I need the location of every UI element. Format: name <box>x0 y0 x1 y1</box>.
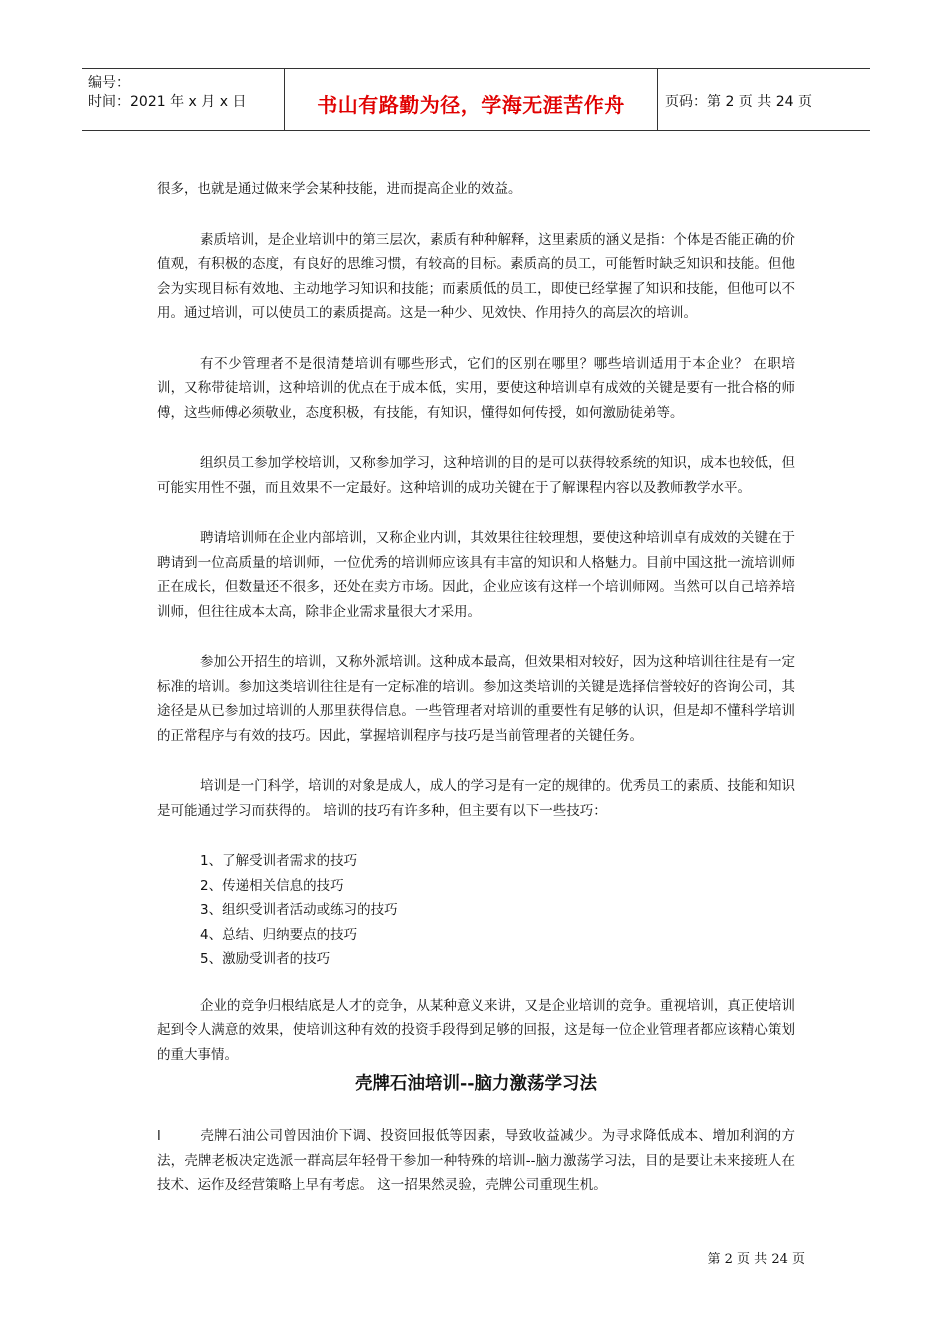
list-item: 4、总结、归纳要点的技巧 <box>200 926 358 943</box>
bullet-marker: l <box>157 1128 161 1144</box>
closing-paragraph: 企业的竞争归根结底是人才的竞争，从某种意义来讲，又是企业培训的竞争。重视培训，真正使培训起到令人满意的效果，使培训这种有效的投资手段得到足够的回报，这是每一位企业管理者都应该精心策划的重大事情。 <box>157 997 795 1063</box>
header-page-cell <box>657 69 870 130</box>
list-item: 2、传递相关信息的技巧 <box>200 877 344 894</box>
document-body <box>157 177 795 1224</box>
list-item: 1、了解受训者需求的技巧 <box>200 853 358 869</box>
section-paragraph <box>157 1124 795 1198</box>
document-date: 时间：2021 年 x 月 x 日 <box>88 94 247 110</box>
paragraph: 很多，也就是通过做来学会某种技能，进而提高企业的效益。 <box>157 181 522 197</box>
paragraph: 聘请培训师在企业内部培训，又称企业内训，其效果往往较理想，要使这种培训卓有成效的关键在于聘请到一位高质量的培训师，一位优秀的培训师应该具有丰富的知识和人格魅力。目前中国这批一流培训师正在成长，但数量还不很多，还处在卖方市场。因此，企业应该有这样一个培训师网。当然可以自己培养培训师，但往往成本太高，除非企业需求量很大才采用。 <box>157 530 795 620</box>
list-item: 5、激励受训者的技巧 <box>200 951 331 967</box>
technique-list <box>157 849 795 972</box>
list-item: 3、组织受训者活动或练习的技巧 <box>200 902 398 918</box>
paragraph: 素质培训，是企业培训中的第三层次，素质有种种解释，这里素质的涵义是指：个体是否能正确的价值观，有积极的态度，有良好的思维习惯，有较高的目标。素质高的员工，可能暂时缺乏知识和技能。但他会为实现目标有效地、主动地学习知识和技能；而素质低的员工，即使已经掌握了知识和技能，但他可以不用。通过培训，可以使员工的素质提高。这是一种少、见效快、作用持久的高层次的培训。 <box>157 231 795 321</box>
header-motto: 书山有路勤为径，学海无涯苦作舟 <box>317 93 625 117</box>
paragraph: 培训是一门科学，培训的对象是成人，成人的学习是有一定的规律的。优秀员工的素质、技能和知识是可能通过学习而获得的。 培训的技巧有许多种，但主要有以下一些技巧： <box>157 778 795 819</box>
section-paragraph-text: 壳牌石油公司曾因油价下调、投资回报低等因素，导致收益减少。为寻求降低成本、增加利润的方法，壳牌老板决定选派一群高层年轻骨干参加一种特殊的培训--脑力激荡学习法，目的是要让未来接班人在技术、运作及经营策略上早有考虑。 这一招果然灵验，壳牌公司重现生机。 <box>157 1128 795 1193</box>
header-motto-cell <box>284 69 658 130</box>
page-footer: 第 2 页 共 24 页 <box>707 1252 805 1267</box>
paragraph: 参加公开招生的培训，又称外派培训。这种成本最高，但效果相对较好，因为这种培训往往是有一定标准的培训。参加这类培训往往是有一定标准的培训。参加这类培训的关键是选择信誉较好的咨询公司，其途径是从已参加过培训的人那里获得信息。一些管理者对培训的重要性有足够的认识，但是却不懂科学培训的正常程序与有效的技巧。因此，掌握培训程序与技巧是当前管理者的关键任务。 <box>157 654 795 744</box>
document-number-label: 编号： <box>88 75 130 91</box>
paragraph: 有不少管理者不是很清楚培训有哪些形式，它们的区别在哪里？哪些培训适用于本企业？ 在职培训，又称带徒培训，这种培训的优点在于成本低，实用，要使这种培训卓有成效的关键是要有一批合格的师傅，这些师傅必须敬业，态度积极，有技能，有知识，懂得如何传授，如何激励徒弟等。 <box>157 355 795 421</box>
section-title: 壳牌石油培训--脑力激荡学习法 <box>354 1074 598 1094</box>
page-header <box>82 68 870 131</box>
paragraph: 组织员工参加学校培训，又称参加学习，这种培训的目的是可以获得较系统的知识，成本也较低，但可能实用性不强，而且效果不一定最好。这种培训的成功关键在于了解课程内容以及教师教学水平。 <box>157 455 795 496</box>
header-page-info: 页码：第 2 页 共 24 页 <box>665 94 812 110</box>
header-meta-cell <box>82 69 284 130</box>
